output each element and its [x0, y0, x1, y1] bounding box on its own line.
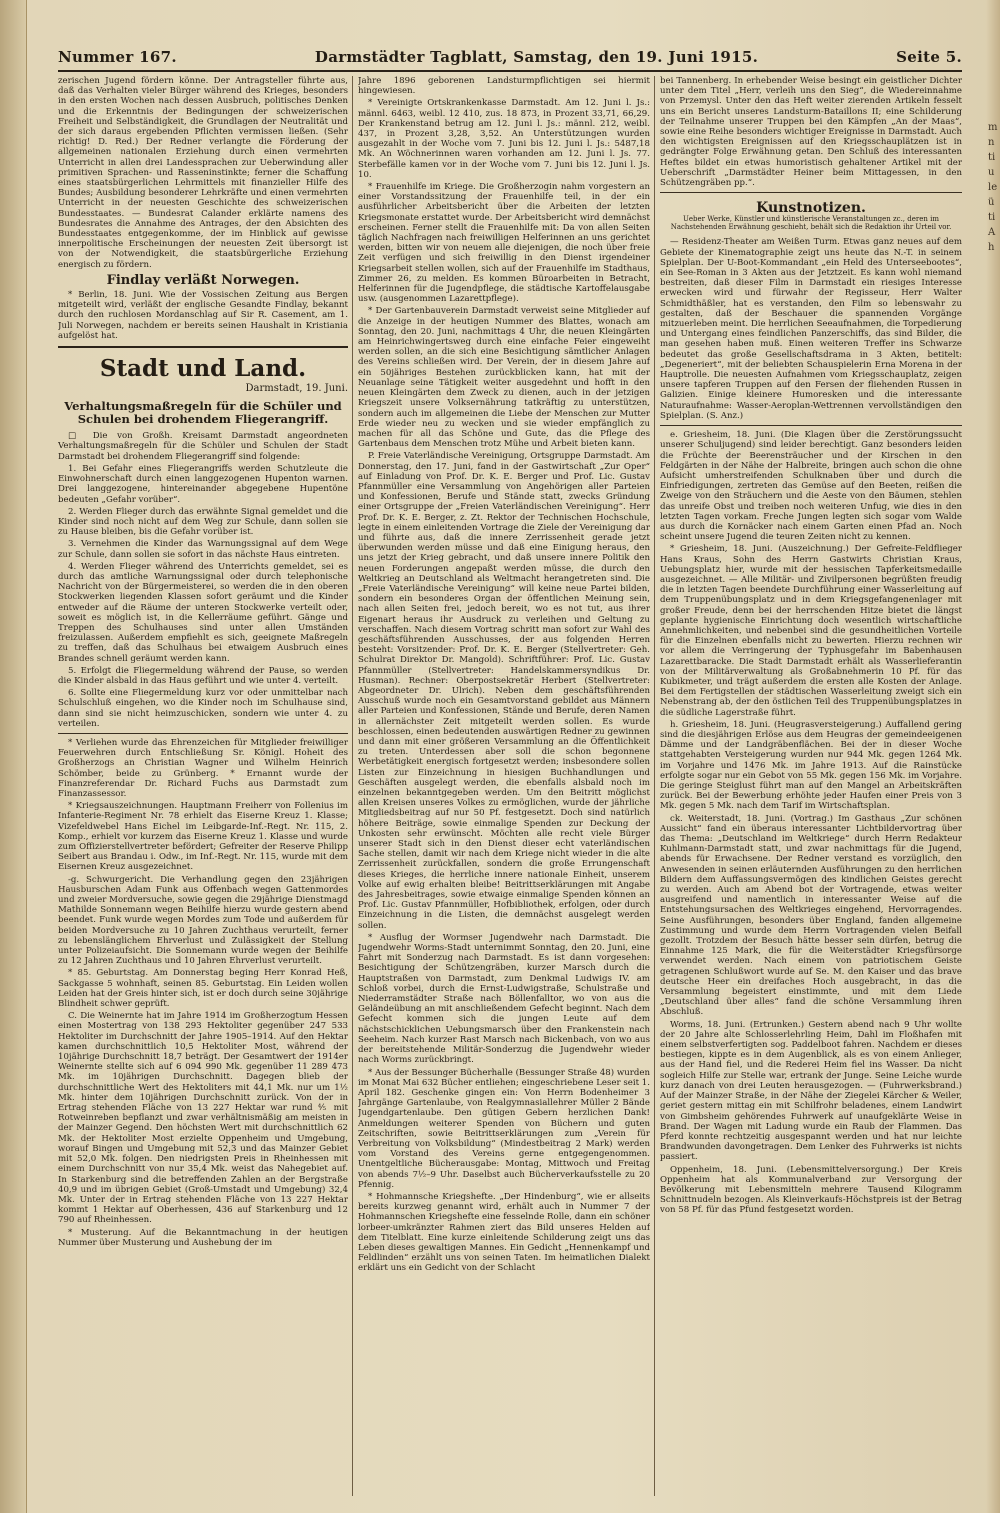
article-continuation: Jahre 1896 geborenen Landsturmpflichtigen sei hiermit hingewiesen.	[358, 76, 650, 97]
article-worms: Worms, 18. Juni. (Ertrunken.) Gestern abend nach 9 Uhr wollte der 20 Jahre alte Schlosserlehrling Heim, Dahl im Floßhafen mit einem selbstverfertigten sog. Paddelboot fahren. Nachdem er dieses bestiegen, kippte es in dem Augenblick, als es von einem Anlieger, aus der Hand fiel, und die Rederei Heim fiel ins Wasser. Da nicht sogleich Hilfe zur Stelle war, ertrank der Junge. Seine Leiche wurde kurz danach von drei Leuten herausgezogen. — (Fuhrwerksbrand.) Auf der Mainzer Straße, in der Nähe der Ziegelei Kärcher & Weiler, geriet gestern mittag ein mit Schilfrohr beladenes, einem Landwirt von Gimbsheim gehörendes Fuhrwerk auf unaufgeklärte Weise in Brand. Der Wagen mit Ladung wurde ein Raub der Flammen. Das Pferd konnte rechtzeitig ausgespannt werden und hat nur leichte Brandwunden davongetragen. Dem Lenker des Fuhrwerks ist nichts passiert.	[660, 1019, 962, 1163]
column-1	[58, 76, 348, 1498]
article-paragraph: 3. Vernehmen die Kinder das Warnungssignal auf dem Wege zur Schule, dann sollen sie sofort in das nächste Haus eintreten.	[58, 539, 348, 560]
newspaper-title: Darmstädter Tagblatt, Samstag, den 19. Juni 1915.	[314, 48, 759, 66]
headline-findlay: Findlay verläßt Norwegen.	[106, 272, 300, 288]
editorial-disclaimer: Ueber Werke, Künstler und künstlerische Veranstaltungen zc., deren im Nachstehenden Erwähnung geschieht, behält sich die Redaktion ihr Urteil vor.	[670, 215, 952, 232]
edge-fragment: m	[988, 122, 998, 133]
divider	[660, 425, 962, 426]
edge-fragment: ti	[988, 212, 996, 223]
article-oppenheim: Oppenheim, 18. Juni. (Lebensmittelversorgung.) Der Kreis Oppenheim hat als Kommunalverband zur Versorgung der Bevölkerung mit Lebensmitteln mehrere Tausend Kilogramm Schnittnudeln bezogen. Als Kleinverkaufs-Höchstpreis ist der Betrag von 58 Pf. für das Pfund festgesetzt worden.	[660, 1164, 962, 1216]
section-title-stadt-und-land: Stadt und Land.	[99, 355, 307, 383]
divider	[58, 733, 348, 734]
masthead	[58, 44, 962, 72]
article-paragraph: 5. Erfolgt die Fliegermeldung während der Pause, so werden die Kinder alsbald in das Haus geführt und wie unter 4. verteilt.	[58, 665, 348, 686]
article-bessunger-buecherhalle: * Aus der Bessunger Bücherhalle (Bessunger Straße 48) wurden im Monat Mai 632 Bücher entliehen; eingeschriebene Leser seit 1. April 182. Geschenke gingen ein: Von Herrn Bodenheimer 3 Jahrgänge Gartenlaube, von Realgymnasiallehrer Müller 2 Bände Jugendgartenlaube. Den gütigen Gebern herzlichen Dank! Anmeldungen weiterer Spenden von Büchern und guten Zeitschriften, sowie Beitrittserklärungen zum „Verein für Verbreitung von Volksbildung“ (Mindestbeitrag 2 Mark) werden vom Vorstand des Vereins gerne entgegengenommen. Unentgeltliche Bücherausgabe: Montag, Mittwoch und Freitag von abends 7½–9 Uhr. Daselbst auch Bücherverkaufsstelle zu 20 Pfennig.	[358, 1067, 650, 1190]
article-musterung: * Musterung. Auf die Bekanntmachung in der heutigen Nummer über Musterung und Aushebung der im	[58, 1227, 348, 1248]
divider	[660, 192, 962, 193]
edge-fragment: n	[988, 137, 995, 148]
column-3	[660, 76, 962, 1498]
article-weinernte: C. Die Weinernte hat im Jahre 1914 im Großherzogtum Hessen einen Mostertrag von 138 293 Hektoliter gegenüber 247 533 Hektoliter im Durchschnitt der Jahre 1905–1914. Auf den Hektar kamen durchschnittlich 10,5 Hektoliter Most, während der 10jährige Durchschnitt 18,7 beträgt. Der Gesamtwert der 1914er Weinernte stellte sich auf 6 094 990 Mk. gegenüber 11 289 473 Mk. im 10jährigen Durchschnitt. Dagegen blieb der durchschnittliche Wert des Hektoliters mit 44,1 Mk. nur um 1½ Mk. hinter dem 10jährigen Durchschnitt zurück. Von der in Ertrag stehenden Fläche von 13 227 Hektar war rund ⅘ mit Rotweinreben bepflanzt und zwar verhältnismäßig am meisten in der Mainzer Gegend. Den höchsten Wert mit durchschnittlich 62 Mk. der Hektoliter Most erzielte Oppenheim und Umgebung, worauf Bingen und Umgebung mit 52,3 und das Mainzer Gebiet mit 52,0 Mk. folgen. Den niedrigsten Preis in Rheinhessen mit einem Durchschnitt von nur 35,4 Mk. weist das Nahegebiet auf. In Starkenburg sind die betreffenden Zahlen an der Bergstraße 40,9 und im übrigen Gebiet (Groß-Umstadt und Umgebung) 32,4 Mk. Unter der in Ertrag stehenden Fläche von 13 227 Hektar kommt 1 Hektar auf Oberhessen, 436 auf Starkenburg und 12 790 auf Rheinhessen.	[58, 1011, 348, 1226]
section-divider	[58, 346, 348, 348]
dateline: Darmstadt, 19. Juni.	[245, 383, 348, 395]
article-gartenbauverein: * Der Gartenbauverein Darmstadt verweist seine Mitglieder auf die Anzeige in der heutigen Nummer des Blattes, wonach am Sonntag, den 20. Juni, nachmittags 4 Uhr, die neuen Kleingärten am Heinrichwingertsweg durch eine einfache Feier eingeweiht werden sollen, an die sich eine Besichtigung sämtlicher Anlagen des Vereins schließen wird. Der Verein, der in diesem Jahre auf ein 50jähriges Bestehen zurückblicken kann, hat mit der Neuanlage seine Tätigkeit weiter ausgedehnt und hofft in den neuen Kleingärten dem Zweck zu dienen, auch in der jetzigen Kriegszeit unsere Volksernährung tatkräftig zu unterstützen, sondern auch im allgemeinen die Liebe der Menschen zur Mutter Erde wieder neu zu wecken und sie wieder empfänglich zu machen für all das Schöne und Gute, das die Pflege des Gartenbaus dem Menschen trotz Mühe und Arbeit bieten kann.	[358, 306, 650, 450]
edge-fragment: h	[988, 242, 995, 253]
article-paragraph: □ Die von Großh. Kreisamt Darmstadt angeordneten Verhaltungsmaßregeln für die Schüler und Schulen der Stadt Darmstadt bei drohendem Fliegerangriff sind folgende:	[58, 431, 348, 462]
article-paragraph: 4. Werden Flieger während des Unterrichts gemeldet, sei es durch das amtliche Warnungssignal oder durch telephonische Nachricht von der Bürgermeisterei, so werden die in den oberen Stockwerken liegenden Klassen sofort geräumt und die Kinder entweder auf die Räume der unteren Stockwerke verteilt oder, soweit es möglich ist, in die Kellerräume geführt. Gänge und Treppen des Schulhauses sind unter allen Umständen freizulassen. Außerdem empfiehlt es sich, geeignete Maßregeln zu treffen, daß das Schulhaus bei etwaigem Ausbruch eines Brandes schnell geräumt werden kann.	[58, 561, 348, 664]
edge-fragment: A	[988, 227, 996, 238]
article-weiterstadt-vortrag: ck. Weiterstadt, 18. Juni. (Vortrag.) Im Gasthaus „Zur schönen Aussicht“ fand ein überaus interessanter Lichtbildervortrag über das Thema: „Deutschland im Weltkriege“ durch Herrn Redakteur Kuhlmann-Darmstadt statt, und zwar nachmittags für die Jugend, abends für Erwachsene. Der Redner verstand es vorzüglich, den Anwesenden in seinen erläuternden Ausführungen zu den herrlichen Bildern dem Auffassungsvermögen des kindlichen Geistes gerecht zu werden. Auch am Abend bot der Vortragende, etwas weiter ausgreifend und namentlich in interessanter Weise auf die Entstehungsursachen des Weltkrieges eingehend, Hervorragendes. Seine Ausführungen, besonders über England, fanden allgemeine Zustimmung und wurde dem Herrn Vortragenden vielen Beifall gezollt. Trotzdem der Besuch hätte besser sein dürfen, betrug die Einnahme 125 Mark, die für die Weiterstädter Kriegsfürsorge verwendet werden. Nach einem von patriotischem Geiste getragenen Schlußwort wurde auf Se. M. den Kaiser und das brave deutsche Heer ein dreifaches Hoch ausgebracht, in das die Versammlung begeistert einstimmte, und mit dem Liede „Deutschland über alles“ fand die schöne Versammlung ihren Abschluß.	[660, 813, 962, 1018]
article-continuation: zerischen Jugend fördern könne. Der Antragsteller führte aus, daß das Verhalten vieler Bürger während des Krieges, besonders in den ersten Wochen nach dessen Ausbruch, politisches Denken und die Erkenntnis der Bedingungen der schweizerischen Freiheit und Selbständigkeit, die Grundlagen der Neutralität und der sich daraus ergebenden Pflichten vermissen ließen. (Sehr richtig! D. Red.) Der Redner verlangte die Förderung der allgemeinen nationalen Erziehung durch einen vermehrten Unterricht in allen drei Landessprachen zur Ueberwindung aller primitiven Sprachen- und Rasseninstinkte; ferner die Schaffung eines staatsbürgerlichen Lehrmittels mit finanzieller Hilfe des Bundes; Ausbildung besonderer Lehrkräfte und einen vermehrten Unterricht in der neuesten Geschichte des schweizerischen Bundesstaates. — Bundesrat Calander erklärte namens des Bundesrates die Annahme des Antrages, der den Absichten des Bundesstaates entgegenkomme, der im Hinblick auf gewisse innerpolitische Erscheinungen der neuesten Zeit übersorgt ist von der Notwendigkeit, die staatsbürgerliche Erziehung energisch zu fördern.	[58, 76, 348, 270]
page-number: Seite 5.	[896, 48, 962, 66]
article-continuation: bei Tannenberg. In erhebender Weise besingt ein geistlicher Dichter unter dem Titel „Herr, verleih uns den Sieg“, die Wiedereinnahme von Przemysl. Unter den das Heft weiter zierenden Artikeln fesselt uns ein Bericht unseres Landsturm-Bataillons II; eine Schilderung der Teilnahme unserer Truppen bei den Kämpfen „An der Maas“, sowie eine Reihe besonders wichtiger Ereignisse in Darmstadt. Auch den wichtigsten Ereignissen auf den Kriegsschauplätzen ist in gedrängter Folge Erwähnung getan. Den Schluß des interessanten Heftes bildet ein etwas humoristisch gehaltener Artikel mit der Ueberschrift „Darmstädter Heiner beim Mittagessen, in den Schützengräben pp.“.	[660, 76, 962, 189]
article-findlay: * Berlin, 18. Juni. Wie der Vossischen Zeitung aus Bergen mitgeteilt wird, verläßt der englische Gesandte Findlay, bekannt durch den ruchlosen Mordanschlag auf Sir R. Casement, am 1. Juli Norwegen, nachdem er bereits seinen Haushalt in Kristiania aufgelöst hat.	[58, 290, 348, 341]
edge-fragment: ti	[988, 152, 996, 163]
article-schwurgericht: -g. Schwurgericht. Die Verhandlung gegen den 23jährigen Hausburschen Adam Funk aus Offenbach wegen Gattenmordes und zweier Mordversuche, sowie gegen die 29jährige Dienstmagd Mathilde Sonnemann wegen Beihilfe hierzu wurde gestern abend beendet. Funk wurde wegen Mordes zum Tode und außerdem für beiden Mordversuche zu 10 Jahren Zuchthaus verurteilt, ferner zu lebenslänglichem Ehrverlust und Zulässigkeit der Stellung unter Polizeiaufsicht. Die Sonnemann wurde wegen der Beihilfe zu 12 Jahren Zuchthaus und 10 Jahren Ehrverlust verurteilt.	[58, 874, 348, 967]
article-residenz-theater: — Residenz-Theater am Weißen Turm. Etwas ganz neues auf dem Gebiete der Kinematographie zeigt uns heute das N.-T. in seinem Spielplan. Der U-Boot-Kommandant „ein Held des Unterseebootes“, ein See-Roman in 3 Akten aus der Jetztzeit. Es kann wohl niemand bestreiten, daß dieser Film in Darmstadt ein riesiges Interesse erwecken wird und fürwahr der Regisseur, Herr Walter Schmidthäßler, hat es verstanden, den Film so lebenswahr zu gestalten, daß der Beschauer die spannenden Vorgänge mitzuerleben meint. Die herrlichen Seeaufnahmen, die Torpedierung und Untergang eines feindlichen Panzerschiffs, das sind Bilder, die man gesehen haben muß. Einen weiteren Treffer ins Schwarze bedeutet das große Gesellschaftsdrama in 3 Akten, betitelt: „Degeneriert“, mit der beliebten Schauspielerin Erna Morena in der Hauptrolle. Die neuesten Aufnahmen vom Kriegsschauplatz, zeigen unsere tapferen Truppen auf den Fersen der fliehenden Russen in Galizien. Einige kleinere Humoresken und die interessante Naturaufnahme: Wasser-Aeroplan-Wettrennen vervollständigen den Spielplan. (S. Anz.)	[660, 237, 962, 421]
article-griesheim-heugras: h. Griesheim, 18. Juni. (Heugrasversteigerung.) Auffallend gering sind die diesjährigen Erlöse aus dem Heugras der gemeindeeigenen Dämme und der Landgräbenflächen. Bei der in dieser Woche stattgehabten Versteigerung wurden nur 944 Mk. gegen 1264 Mk. im Vorjahre und 1476 Mk. im Jahre 1913. Auf die Rainstücke erfolgte sogar nur ein Gebot von 55 Mk. gegen 156 Mk. im Vorjahre. Die geringe Steiglust führt man auf den Mangel an Arbeitskräften zurück. Bei der Bewerbung erhöhte jeder Haufen einer Preis von 3 Mk. gegen 5 Mk. nach dem Tarif im Wirtschaftsplan.	[660, 719, 962, 812]
column-rule	[654, 76, 655, 1496]
article-paragraph: 1. Bei Gefahr eines Fliegerangriffs werden Schutzleute die Einwohnerschaft durch einen langgezogenen Hupenton warnen. Drei langgezogene, hintereinander abgegebene Hupentöne bedeuten „Gefahr vorüber“.	[58, 463, 348, 505]
article-verliehen: * Verliehen wurde das Ehrenzeichen für Mitglieder freiwilliger Feuerwehren durch Entschließung Sr. Königl. Hoheit des Großherzogs an Christian Wagner und Wilhelm Heinrich Schömber, beide zu Grünberg. * Ernannt wurde der Finanzreferendar Dr. Richard Fuchs aus Darmstadt zum Finanzassessor.	[58, 737, 348, 799]
article-griesheim-klagen: e. Griesheim, 18. Juni. (Die Klagen über die Zerstörungssucht unserer Schuljugend) sind leider berechtigt. Ganz besonders leiden die Früchte der Beerensträucher und der Kirschen in den Feldgärten in der Nähe der Halbreite, bringen auch schon die ohne Aufsicht umherstreifenden Schulknaben über und durch die Einfriedigungen, zertreten das Gemüse auf den Beeten, reißen die Zweige von den Sträuchern und die Aeste von den Bäumen, stehlen das unreife Obst und treiben noch weiteren Unfug, wie dies in den letzten Tagen vorkam. Freche Jungen legten sich sogar vom Walde aus durch die Kornäcker nach einem Garten einen Pfad an. Noch scheint unsere Jugend die teuren Zeiten nicht zu kennen.	[660, 430, 962, 543]
issue-number: Nummer 167.	[58, 48, 177, 66]
article-frauenhilfe: * Frauenhilfe im Kriege. Die Großherzogin nahm vorgestern an einer Vorstandssitzung der Frauenhilfe teil, in der ein ausführlicher Arbeitsbericht über die Arbeiten der letzten Kriegsmonate erstattet wurde. Der Arbeitsbericht wird demnächst erscheinen. Ferner stellt die Frauenhilfe mit: Da von allen Seiten täglich Nachfragen nach freiwilligen Helferinnen an uns gerichtet werden, bitten wir von neuem alle diejenigen, die noch über freie Zeit verfügen und sich freiwillig in den Dienst irgendeiner Kriegsarbeit stellen wollen, sich auf der Frauenhilfe im Stadthaus, Zimmer 26, zu melden. Es kommen Büroarbeiten in Betracht, Helferinnen für die Jugendpflege, die städtische Kartoffelausgabe usw. (ausgenommen Lazarettpflege).	[358, 182, 650, 305]
article-ausflug-jugendwehr: * Ausflug der Wormser Jugendwehr nach Darmstadt. Die Jugendwehr Worms-Stadt unternimmt Sonntag, den 20. Juni, eine Fahrt mit Sonderzug nach Darmstadt. Es ist dann vorgesehen: Besichtigung der Schützengräben, kurzer Marsch durch die Hauptstraßen von Darmstadt, zum Denkmal Ludwigs IV. am Schloß vorbei, durch die Ernst-Ludwigstraße, Schulstraße und Niederramstädter Straße nach Böllenfalltor, wo von aus die Geländeübung an mit anschließendem Gefecht beginnt. Nach dem Gefecht kommen sich die jungen Leute auf dem nächstschicklichen Uebungsmarsch über den Frankenstein nach Seeheim. Nach kurzer Rast Marsch nach Bickenbach, von wo aus der bereitstehende Militär-Sonderzug die Jugendwehr wieder nach Worms zurückbringt.	[358, 932, 650, 1066]
column-rule	[352, 76, 353, 1496]
section-title-kunstnotizen: Kunstnotizen.	[756, 200, 866, 217]
article-vaterlaendische-vereinigung: P. Freie Vaterländische Vereinigung, Ortsgruppe Darmstadt. Am Donnerstag, den 17. Juni, fand in der Gastwirtschaft „Zur Oper“ auf Einladung von Prof. Dr. K. E. Berger und Prof. Lic. Gustav Pfannmüller eine Versammlung von Angehörigen aller Parteien und Konfessionen, Berufe und Stände statt, zwecks Gründung einer Ortsgruppe der „Freien Vaterländischen Vereinigung“. Herr Prof. Dr. K. E. Berger, z. Zt. Rektor der Technischen Hochschule, legte in einem einleitenden Vortrage die Ziele der Vereinigung dar und führte aus, daß die innere Zerrissenheit gerade jetzt überwunden werden müsse und daß eine Einigung heraus, den uns jetzt der Krieg gebracht, und daß unsere innere Politik den neuen Forderungen angepaßt werden müsse, die durch den Weltkrieg an Deutschland als Weltmacht herangetreten sind. Die „Freie Vaterländische Vereinigung“ will keine neue Partei bilden, sondern ein besonderes Organ der öffentlichen Meinung sein, nach allen Seiten frei, jedoch bereit, wo es not tut, aus ihrer Eigenart heraus ihr Ausdruck zu verleihen und Geltung zu verschaffen. Nach diesem Vortrag schritt man sofort zur Wahl des geschäftsführenden Ausschusses, der aus folgenden Herren besteht: Vorsitzender: Prof. Dr. K. E. Berger (Stellvertreter: Geh. Schulrat Direktor Dr. Mangold). Schriftführer: Prof. Lic. Gustav Pfannmüller (Stellvertreter: Handelskammersyndikus Dr. Husman). Rechner: Oberpostsekretär Herbert (Stellvertreter: Abgeordneter Dr. Ulrich). Neben dem geschäftsführenden Ausschuß wurde noch ein Gesamtvorstand gebildet aus Männern aller Parteien und Konfessionen, Stände und Berufe, deren Namen in allernächster Zeit mitgeteilt werden sollen. Es wurde beschlossen, einen bedeutenden auswärtigen Redner zu gewinnen und dann mit einer größeren Versammlung an die Öffentlichkeit zu treten. Unterdessen aber soll die schon begonnene Werbetätigkeit energisch fortgesetzt werden; insbesondere sollen Listen zur Einzeichnung in hiesigen Buchhandlungen und Geschäften ausgelegt werden, die ebenfalls alsbald noch im einzelnen bekanntgegeben werden. Um den Beitritt möglichst allen Kreisen unseres Volkes zu ermöglichen, wurde der jährliche Mitgliedsbeitrag auf nur 50 Pf. festgesetzt. Doch sind natürlich höhere Beiträge, sowie einmalige Spenden zur Deckung der Unkosten sehr erwünscht. Möchten alle recht viele Bürger unserer Stadt sich in den Dienst dieser echt vaterländischen Sache stellen, damit wir nach dem Kriege nicht wieder in die alte Zerrissenheit zurückfallen, sondern die große Errungenschaft dieses Krieges, die herrliche innere nationale Einheit, unserem Volke auf ewig erhalten bleibe! Beitrittserklärungen mit Angabe des Jahresbeitrages, sowie etwaige einmalige Spenden können an Prof. Lic. Gustav Pfannmüller, Hofbibliothek, erfolgen, oder durch Einzeichnung in die Listen, die demnächst ausgelegt werden sollen.	[358, 451, 650, 931]
edge-fragment: ü	[988, 197, 995, 208]
edge-fragment: le	[988, 182, 998, 193]
article-geburtstag: * 85. Geburtstag. Am Donnerstag beging Herr Konrad Heß, Sackgasse 5 wohnhaft, seinen 85. Geburtstag. Ein Leiden wollen Leiden hat der Greis hinter sich, ist er doch durch seine 30jährige Blindheit schwer geprüft.	[58, 968, 348, 1010]
headline-verhaltungsmassregeln: Verhaltungsmaßregeln für die Schüler und Schulen bei drohendem Fliegerangriff.	[64, 399, 342, 427]
column-2	[358, 76, 650, 1498]
article-kriegshefte: * Hohmannsche Kriegshefte. „Der Hindenburg“, wie er allseits bereits kurzweg genannt wird, erhält auch in Nummer 7 der Hohmannschen Kriegshefte eine fesselnde Rolle, dann ein schöner lorbeer-umkränzter Rahmen ziert das Bild unseres Helden auf dem Titelblatt. Eine kurze einleitende Schilderung zeigt uns das Leben dieses gewaltigen Mannes. Ein Gedicht „Hennenkampf und Feldlinden“ erzählt uns von seinen Taten. Im heimatlichen Dialekt erklärt uns ein Gedicht von der Schlacht	[358, 1191, 650, 1274]
article-ortskrankenkasse: * Vereinigte Ortskrankenkasse Darmstadt. Am 12. Juni l. Js.: männl. 6463, weibl. 12 410, zus. 18 873, in Prozent 33,71, 66,29. Der Krankenstand betrug am 12. Juni l. Js.: männl. 212, weibl. 437, in Prozent 3,28, 3,52. An Unterstützungen wurden ausgezahlt in der Woche vom 7. Juni bis 12. Juni l. Js.: 5487,18 Mk. An Wöchnerinnen waren vorhanden am 12. Juni l. Js. 77. Sterbefälle kamen vor in der Woche vom 7. Juni bis 12. Juni l. Js. 10.	[358, 98, 650, 180]
article-paragraph: 6. Sollte eine Fliegermeldung kurz vor oder unmittelbar nach Schulschluß eingehen, wo die Kinder noch im Schulhause sind, dann sind sie nicht heimzuschicken, sondern wie unter 4. zu verteilen.	[58, 688, 348, 729]
article-paragraph: 2. Werden Flieger durch das erwähnte Signal gemeldet und die Kinder sind noch nicht auf dem Weg zur Schule, dann sollen sie zu Hause bleiben, bis die Gefahr vorüber ist.	[58, 506, 348, 538]
left-page-edge	[0, 0, 27, 1513]
edge-fragment: u	[988, 167, 995, 178]
article-kriegsauszeichnungen: * Kriegsauszeichnungen. Hauptmann Freiherr von Follenius im Infanterie-Regiment Nr. 78 erhielt das Eiserne Kreuz 1. Klasse; Vizefeldwebel Hans Eichel im Leibgarde-Inf.-Regt. Nr. 115, 2. Komp., erhielt vor kurzem das Eiserne Kreuz 1. Klasse und wurde zum Offizierstellvertreter befördert; Gefreiter der Reserve Philipp Seibert aus Brandau i. Odw., im Inf.-Regt. Nr. 115, wurde mit dem Eisernen Kreuz ausgezeichnet.	[58, 801, 348, 873]
article-griesheim-auszeichnung: * Griesheim, 18. Juni. (Auszeichnung.) Der Gefreite-Feldflieger Hans Kraus, Sohn des Herrn Gastwirts Christian Kraus, Uebungsplatz hier, wurde mit der hessischen Tapferkeitsmedaille ausgezeichnet. — Alle Militär- und Zivilpersonen begrüßten freudig die in letzten Tagen beendete Durchführung einer Wasserleitung auf dem Truppenübungsplatz und in dem Kriegsgefangenenlager mit großer Freude, denn bei der herrschenden Hitze bietet die längst geplante hygienische Einrichtung doch wesentlich wirtschaftliche Annehmlichkeiten, und nebenbei sind die gesundheitlichen Vorteile für die Einzelnen ebenfalls nicht zu bewerten. Hierzu rechnen wir vor allem die Verringerung der Typhusgefahr im Babenhausen Lazarettbaracke. Die Stadt Darmstadt erhält als Wasserlieferantin von der Militärverwaltung als Großabnehmerin 10 Pf. für das Kubikmeter, und trägt außerdem die ersten alle Kosten der Anlage. Bei dem Fertigstellen der städtischen Wasserleitung zweigt sich ein Nebenstrang ab, der den östlichen Teil des Truppenübungsplatzes in die südliche Lagerstraße führt.	[660, 544, 962, 718]
right-page-edge	[986, 0, 1000, 1513]
